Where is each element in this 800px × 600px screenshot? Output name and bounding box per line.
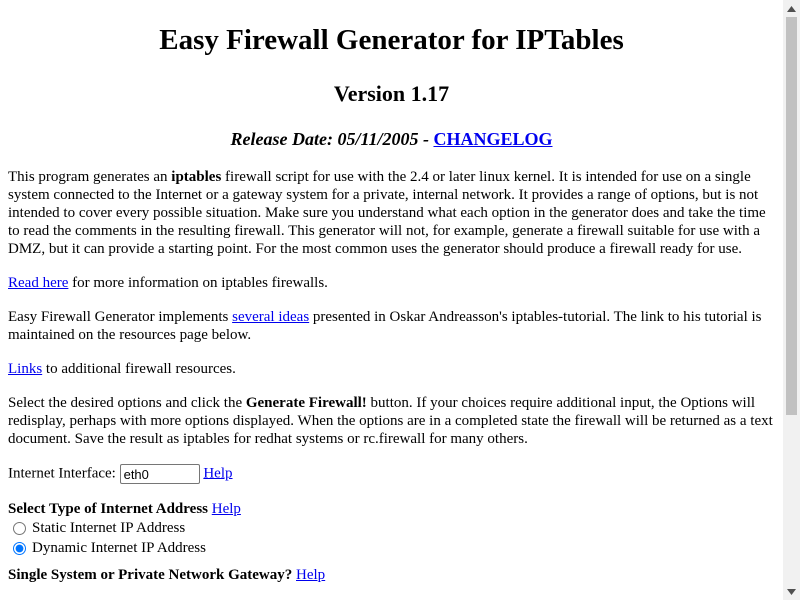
internet-interface-help-link[interactable]: Help [203,465,233,482]
page-content [0,22,783,584]
links-link[interactable]: Links [8,361,43,377]
vertical-scrollbar[interactable] [783,0,800,600]
address-type-title: Select Type of Internet Address [8,501,208,517]
network-type-section [8,566,775,584]
static-ip-radio[interactable] [13,522,26,535]
triangle-up-icon [787,6,796,12]
network-type-title: Single System or Private Network Gateway? [8,567,293,583]
intro-text-b: firewall script for use with the 2.4 or later linux kernel. It is intended for use on a single system connected to the Internet or a gateway system for a private, internal network. It provides a range of options, but is not intended to cover every possible situation. Make sure you understand what each option in the generator does and take the time to read the comments in the resulting firewall. This generator will not, for example, generate a firewall suitable for use with a DMZ, but it can provide a starting point. For the most common uses the generator should produce a firewall ready for use. [8,169,766,257]
scroll-up-button[interactable] [783,0,800,17]
static-ip-option[interactable] [8,518,775,538]
internet-interface-input[interactable] [120,464,200,484]
internet-interface-label: Internet Interface: [8,465,120,482]
links-text: to additional firewall resources. [42,361,236,377]
intro-text-a: This program generates an [8,169,172,185]
generate-firewall-bold: Generate Firewall! [245,395,367,411]
ideas-paragraph [8,308,775,344]
ideas-text-b: presented in Oskar Andreasson's iptables-tutorial. The link to his tutorial is maintained on the resources page below. [8,309,762,343]
network-type-help-link[interactable]: Help [296,567,326,583]
instructions-paragraph [8,394,775,448]
page-title: Easy Firewall Generator for IPTables [159,24,624,56]
changelog-link[interactable]: CHANGELOG [433,129,553,149]
release-date-text: Release Date: 05/11/2005 - [230,129,434,149]
intro-iptables-bold: iptables [171,169,222,185]
triangle-down-icon [787,589,796,595]
address-type-section [8,500,775,518]
instructions-text-a: Select the desired options and click the [8,395,246,411]
release-date-heading [8,128,775,150]
dynamic-ip-label: Dynamic Internet IP Address [32,540,206,556]
internet-interface-row [8,464,775,484]
links-paragraph [8,360,775,378]
read-here-text: for more information on iptables firewalls. [68,275,328,291]
ideas-text-a: Easy Firewall Generator implements [8,309,233,325]
several-ideas-link[interactable]: several ideas [232,309,310,325]
dynamic-ip-option[interactable] [8,538,775,558]
read-here-paragraph [8,274,775,292]
dynamic-ip-radio[interactable] [13,542,26,555]
scrollbar-thumb[interactable] [786,17,797,415]
address-type-help-link[interactable]: Help [211,501,241,517]
version-heading: Version 1.17 [333,81,450,106]
intro-paragraph [8,168,775,258]
instructions-text-b: button. If your choices require additional input, the Options will redisplay, perhaps with more options displayed. When the options are in a completed state the firewall will be returned as a text document. Save the result as iptables for redhat systems or rc.firewall for many others. [8,395,773,447]
read-here-link[interactable]: Read here [8,275,69,291]
scroll-down-button[interactable] [783,583,800,600]
static-ip-label: Static Internet IP Address [32,520,186,536]
